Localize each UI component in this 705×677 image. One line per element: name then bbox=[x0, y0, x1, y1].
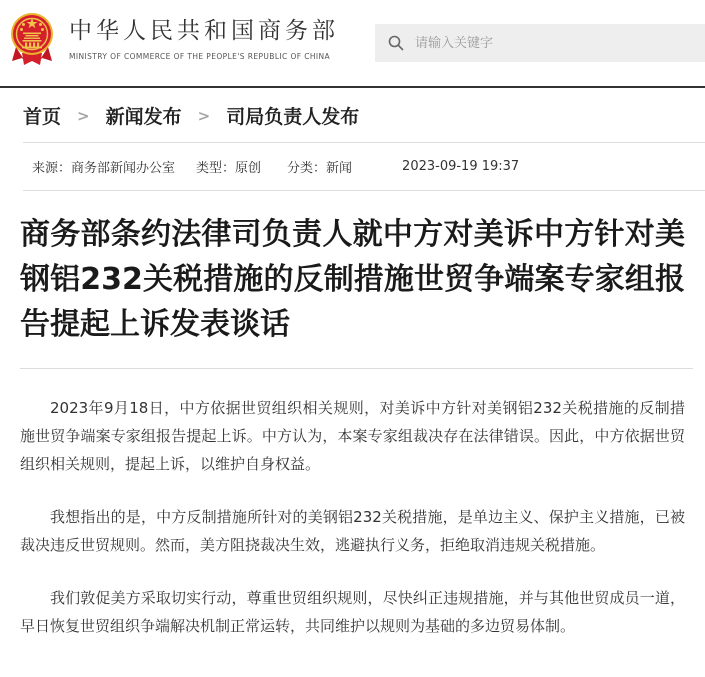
article-paragraph-1: 2023年9月18日，中方依据世贸组织相关规则，对美诉中方针对美钢铝232关税措施的反制措施世贸争端案专家组报告提起上诉。中方认为，本案专家组裁决存在法律错误。因此，中方依据世贸组织相关规则，提起上诉，以维护自身权益。 bbox=[20, 399, 685, 473]
article-meta bbox=[23, 143, 705, 191]
site-header bbox=[0, 0, 705, 88]
search-box[interactable] bbox=[375, 24, 705, 62]
breadcrumb-dept-spokesperson[interactable]: 司局负责人发布 bbox=[226, 105, 360, 128]
national-emblem-icon bbox=[10, 9, 54, 67]
site-title: 中华人民共和国商务部 bbox=[69, 18, 339, 44]
breadcrumb-home[interactable]: 首页 bbox=[23, 105, 62, 128]
breadcrumb-separator: > bbox=[77, 107, 90, 125]
meta-source: 来源：商务部新闻办公室 bbox=[32, 161, 176, 176]
article-paragraph-2: 我想指出的是，中方反制措施所针对的美钢铝232关税措施，是单边主义、保护主义措施，已被裁决违反世贸规则。然而，美方阻挠裁决生效，逃避执行义务，拒绝取消违规关税措施。 bbox=[20, 508, 685, 554]
article bbox=[0, 212, 705, 640]
search-icon bbox=[388, 35, 404, 51]
meta-type: 类型：原创 bbox=[196, 161, 262, 176]
site-logo[interactable] bbox=[10, 9, 339, 67]
breadcrumb-separator: > bbox=[197, 107, 211, 125]
site-subtitle: MINISTRY OF COMMERCE OF THE PEOPLE'S REPUBLIC OF CHINA bbox=[69, 52, 331, 61]
title-divider bbox=[20, 368, 693, 369]
article-paragraph-3: 我们敦促美方采取切实行动，尊重世贸组织规则，尽快纠正违规措施，并与其他世贸成员一道，早日恢复世贸组织争端解决机制正常运转，共同维护以规则为基础的多边贸易体制。 bbox=[20, 589, 685, 635]
breadcrumb-news-release[interactable]: 新闻发布 bbox=[105, 105, 182, 128]
breadcrumb bbox=[23, 88, 705, 143]
article-title: 商务部条约法律司负责人就中方对美诉中方针对美钢铝232关税措施的反制措施世贸争端案专家组报告提起上诉发表谈话 bbox=[20, 217, 685, 342]
meta-datetime: 2023-09-19 19:37 bbox=[402, 159, 520, 174]
meta-category: 分类：新闻 bbox=[287, 161, 353, 176]
search-input[interactable] bbox=[415, 36, 655, 51]
article-body bbox=[20, 394, 685, 640]
